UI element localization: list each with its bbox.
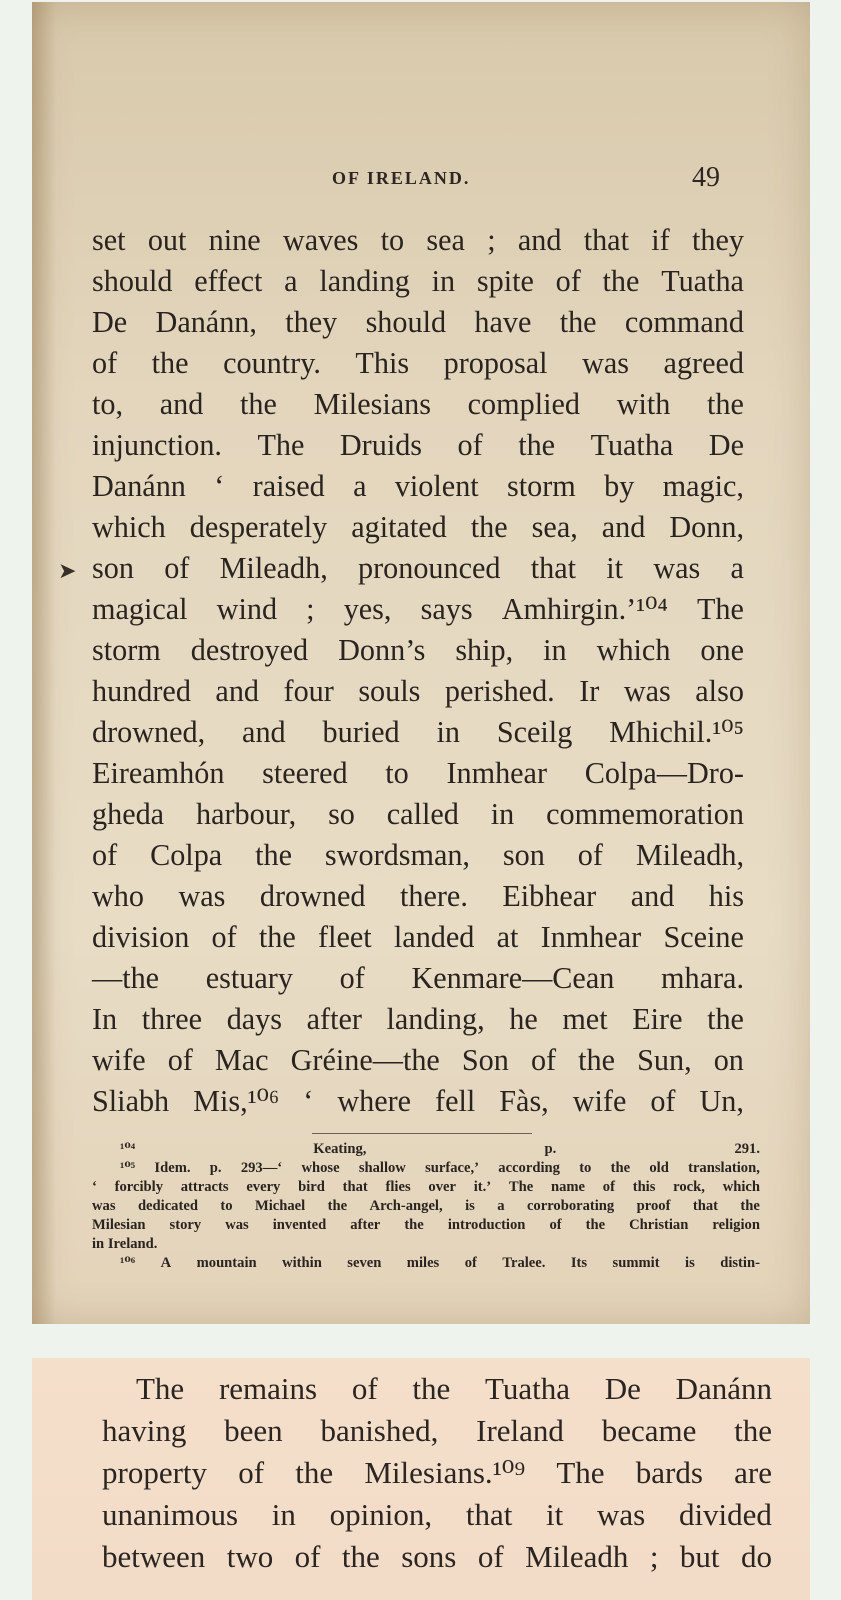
text-line: to, and the Milesians complied with the bbox=[92, 387, 744, 421]
text-line: of the country. This proposal was agreed bbox=[92, 346, 744, 380]
text-line: storm destroyed Donn’s ship, in which one bbox=[92, 633, 744, 667]
text-line: son of Mileadh, pronounced that it was a bbox=[92, 551, 744, 585]
running-head: OF IRELAND. bbox=[332, 168, 471, 188]
footnote-line: ¹⁰⁴ Keating, p. 291. bbox=[120, 1141, 760, 1157]
text-line: hundred and four souls perished. Ir was also bbox=[92, 674, 744, 708]
footnote-line: ¹⁰⁵ Idem. p. 293—‘ whose shallow surface,’ according to the old translation, bbox=[120, 1160, 760, 1176]
text-line: drowned, and buried in Sceilg Mhichil.¹⁰⁵ bbox=[92, 715, 744, 749]
body-text bbox=[92, 220, 744, 1122]
text-line: injunction. The Druids of the Tuatha De bbox=[92, 428, 744, 462]
text-line: gheda harbour, so called in commemoration bbox=[92, 797, 744, 831]
text-line: of Colpa the swordsman, son of Mileadh, bbox=[92, 838, 744, 872]
scanned-page-excerpt bbox=[32, 1358, 810, 1600]
text-line: —the estuary of Kenmare—Cean mhara. bbox=[92, 961, 744, 995]
footnote-line: ¹⁰⁶ A mountain within seven miles of Tralee. Its summit is distin- bbox=[120, 1255, 760, 1271]
text-line: magical wind ; yes, says Amhirgin.’¹⁰⁴ The bbox=[92, 592, 744, 626]
margin-arrow-icon: ➤ bbox=[58, 558, 77, 583]
text-line: who was drowned there. Eibhear and his bbox=[92, 879, 744, 913]
footnote-line: in Ireland. bbox=[92, 1236, 158, 1252]
text-line: should effect a landing in spite of the Tuatha bbox=[92, 264, 744, 298]
page-number: 49 bbox=[692, 162, 720, 193]
footnote-line: ‘ forcibly attracts every bird that flies over it.’ The name of this rock, which bbox=[92, 1179, 760, 1195]
text-line: property of the Milesians.¹⁰⁹ The bards are bbox=[102, 1455, 772, 1490]
footnotes bbox=[92, 1140, 760, 1273]
text-line: Eireamhón steered to Inmhear Colpa—Dro- bbox=[92, 756, 744, 790]
text-line: having been banished, Ireland became the bbox=[102, 1413, 772, 1448]
body-text bbox=[102, 1368, 772, 1578]
scanned-page-49 bbox=[32, 2, 810, 1324]
text-line: In three days after landing, he met Eire the bbox=[92, 1002, 744, 1036]
text-line: wife of Mac Gréine—the Son of the Sun, on bbox=[92, 1043, 744, 1077]
text-line: De Danánn, they should have the command bbox=[92, 305, 744, 339]
text-line: Sliabh Mis,¹⁰⁶ ‘ where fell Fàs, wife of Un, bbox=[92, 1084, 744, 1118]
text-line: set out nine waves to sea ; and that if they bbox=[92, 223, 744, 257]
footnote-line: was dedicated to Michael the Arch-angel, is a corroborating proof that the bbox=[92, 1198, 760, 1214]
footnote-line: Milesian story was invented after the introduction of the Christian religion bbox=[92, 1217, 760, 1233]
text-line: division of the fleet landed at Inmhear Sceine bbox=[92, 920, 744, 954]
text-line: between two of the sons of Mileadh ; but do bbox=[102, 1539, 772, 1574]
text-line: which desperately agitated the sea, and Donn, bbox=[92, 510, 744, 544]
text-line: The remains of the Tuatha De Danánn bbox=[136, 1371, 772, 1406]
text-line: unanimous in opinion, that it was divided bbox=[102, 1497, 772, 1532]
footnote-divider bbox=[312, 1133, 532, 1134]
text-line: Danánn ‘ raised a violent storm by magic, bbox=[92, 469, 744, 503]
